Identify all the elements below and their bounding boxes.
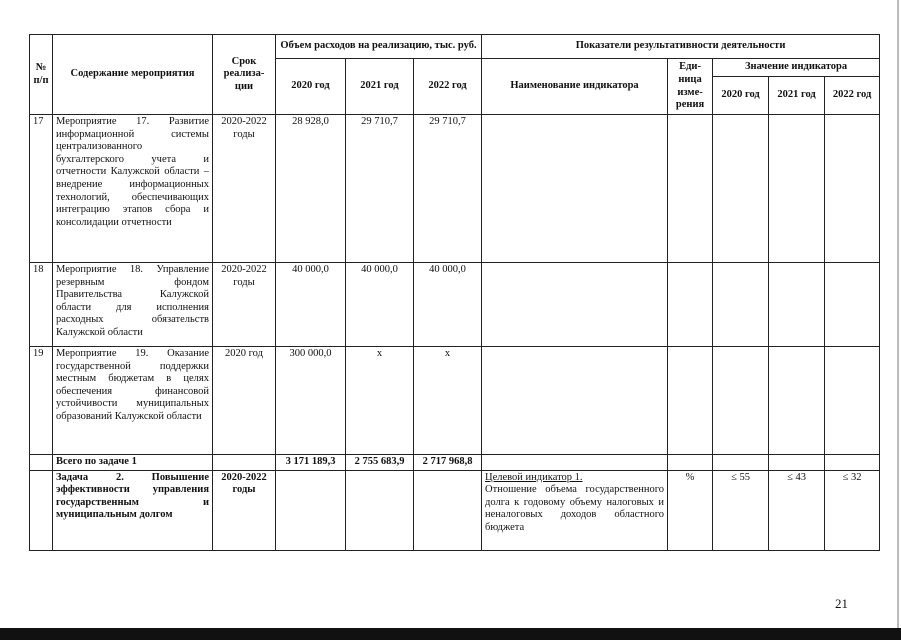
row-content: Мероприятие 18. Управление резервным фондом Правительства Калужской области для исполнения расходных обязательств Калужской области	[53, 263, 213, 347]
row-2022: 40 000,0	[414, 263, 482, 347]
indicator-text: Отношение объема государственного долга к годовому объему налоговых и неналоговых доходов областного бюджета	[485, 484, 665, 533]
header-term: Срок реализа-ции	[213, 35, 276, 115]
row-num: 19	[30, 347, 53, 455]
task-term: 2020-2022 годы	[213, 470, 276, 550]
header-indicators: Показатели результативности деятельности	[482, 35, 880, 59]
total-2020: 3 171 189,3	[276, 455, 346, 471]
header-indicator-value: Значение индикатора	[713, 59, 880, 77]
total-2022: 2 717 968,8	[414, 455, 482, 471]
total-2021: 2 755 683,9	[346, 455, 414, 471]
header-unit: Еди-ница изме-рения	[668, 59, 713, 115]
task-row	[30, 470, 880, 550]
header-2020: 2020 год	[276, 59, 346, 115]
row-num: 17	[30, 115, 53, 263]
row-content: Мероприятие 17. Развитие информационной системы централизованного бухгалтерского учета и отчетности Калужской области – внедрение информационных технологий, обеспечивающих интеграцию этапов сбора и консолидации отчетности	[53, 115, 213, 263]
table-row	[30, 115, 880, 263]
row-term: 2020-2022 годы	[213, 115, 276, 263]
header-content: Содержание мероприятия	[53, 35, 213, 115]
header-num: № п/п	[30, 35, 53, 115]
table-row	[30, 347, 880, 455]
header-2022: 2022 год	[414, 59, 482, 115]
header-expenses: Объем расходов на реализацию, тыс. руб.	[276, 35, 482, 59]
row-2022: 29 710,7	[414, 115, 482, 263]
header-2021: 2021 год	[346, 59, 414, 115]
task-value-2021: ≤ 43	[769, 470, 825, 550]
header-indicator-2021: 2021 год	[769, 77, 825, 115]
header-indicator-2020: 2020 год	[713, 77, 769, 115]
indicator-title: Целевой индикатор 1.	[485, 471, 583, 483]
task-value-2022: ≤ 32	[825, 470, 880, 550]
row-2020: 40 000,0	[276, 263, 346, 347]
header-indicator-2022: 2022 год	[825, 77, 880, 115]
row-term: 2020-2022 годы	[213, 263, 276, 347]
row-2021: 40 000,0	[346, 263, 414, 347]
task-indicator	[482, 470, 668, 550]
task-content: Задача 2. Повышение эффективности управления государственным и муниципальным долгом	[53, 470, 213, 550]
row-content: Мероприятие 19. Оказание государственной поддержки местным бюджетам в целях обеспечения финансовой устойчивости муниципальных образований Калужской области	[53, 347, 213, 455]
row-2020: 300 000,0	[276, 347, 346, 455]
scan-bottom-border	[0, 628, 901, 640]
page-number: 21	[835, 596, 848, 611]
row-term: 2020 год	[213, 347, 276, 455]
total-label: Всего по задаче 1	[53, 455, 213, 471]
header-indicator-name: Наименование индикатора	[482, 59, 668, 115]
row-num: 18	[30, 263, 53, 347]
table-row	[30, 263, 880, 347]
scan-edge	[897, 0, 899, 628]
total-row	[30, 455, 880, 471]
row-2022: x	[414, 347, 482, 455]
task-unit: %	[668, 470, 713, 550]
task-value-2020: ≤ 55	[713, 470, 769, 550]
row-2021: x	[346, 347, 414, 455]
row-2021: 29 710,7	[346, 115, 414, 263]
row-2020: 28 928,0	[276, 115, 346, 263]
measures-table	[29, 34, 880, 551]
